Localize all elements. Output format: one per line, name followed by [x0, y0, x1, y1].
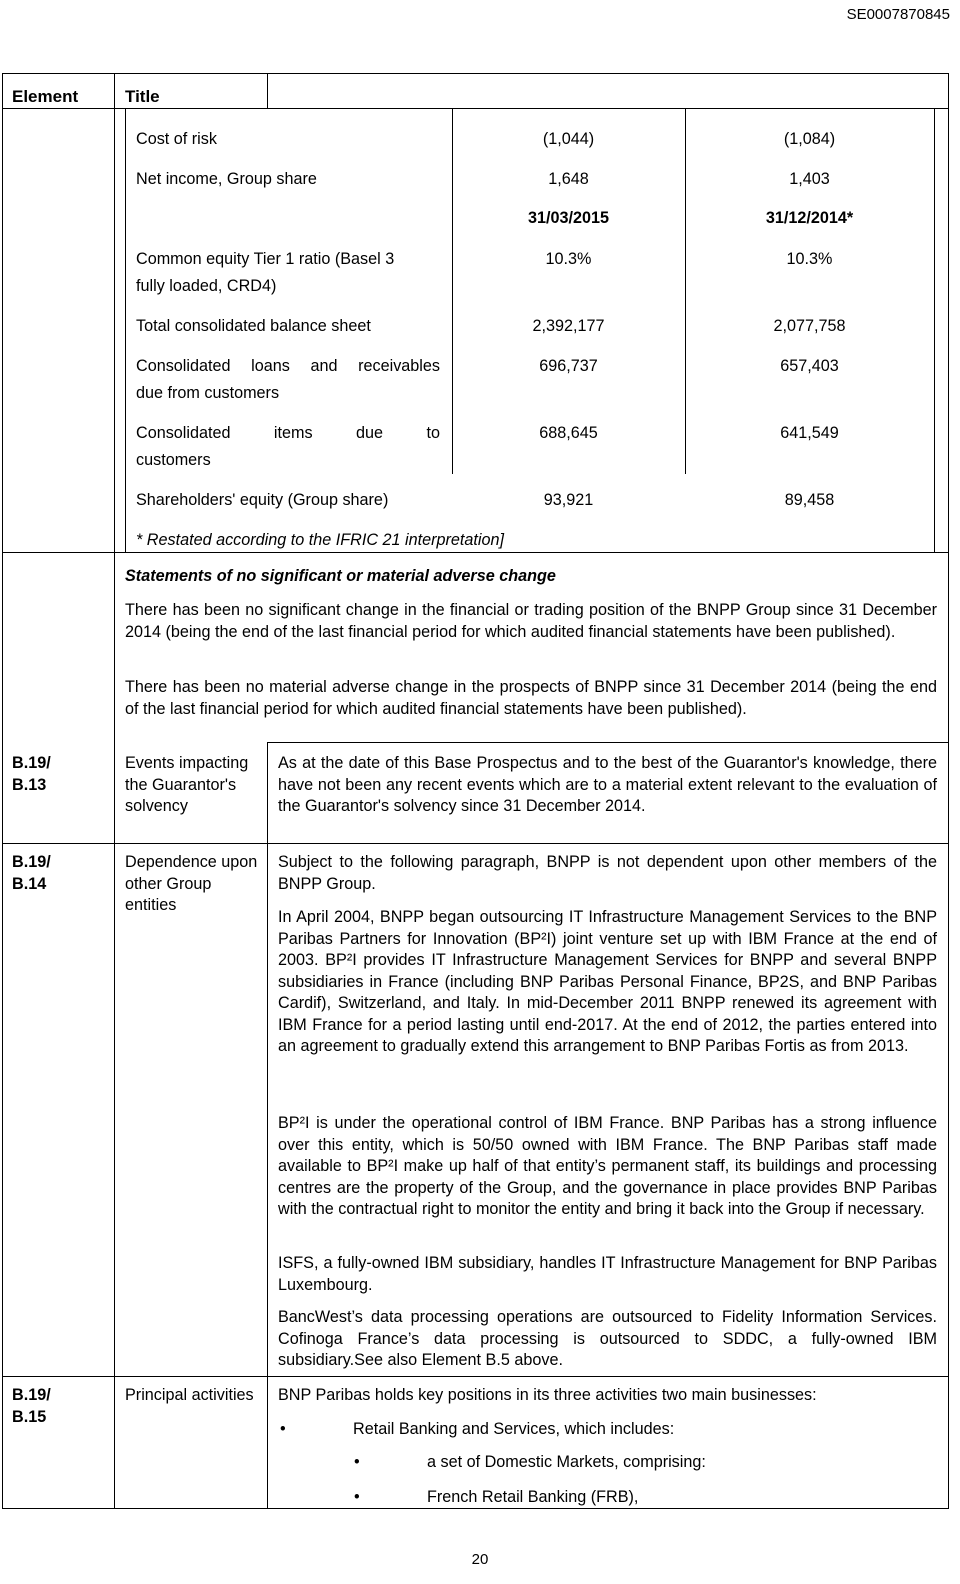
b15-sub-bullet-2-marker: • [354, 1488, 360, 1506]
row-cet1-v2: 10.3% [786, 250, 833, 268]
row-loans-v2: 657,403 [780, 357, 839, 375]
date-col-1: 31/03/2015 [527, 209, 610, 227]
row-items-due-v2: 641,549 [780, 424, 839, 442]
header-title: Title [125, 87, 160, 106]
fin-table-top [125, 108, 934, 109]
b14-paragraph-4: ISFS, a fully-owned IBM subsidiary, handles IT Infrastructure Management for BNP Paribas Luxembourg. [278, 1254, 937, 1294]
no-change-paragraph-1: There has been no significant change in the financial or trading position of the BNPP Group since 31 December 2014 (being the end of the last financial period for which audited financial statements have been published). [125, 601, 937, 641]
b15-title: Principal activities [125, 1386, 254, 1404]
b15-top-border [2, 1376, 948, 1377]
row-loans-label-text: Consolidated loans and receivables [136, 357, 440, 375]
row-items-due-word3: due [356, 424, 384, 442]
fin-table-right [934, 108, 935, 553]
no-change-paragraph-2: There has been no material adverse change in the prospects of BNPP since 31 December 2014 (being the end of the last financial period for which audited financial statements have been published). [125, 678, 937, 718]
row-total-bs-label: Total consolidated balance sheet [136, 317, 371, 335]
row-cost-of-risk-label: Cost of risk [136, 130, 217, 148]
b13-title: Events impacting the Guarantor's solvency [125, 754, 249, 815]
element-column-divider [114, 73, 115, 1509]
table-left-border [2, 73, 3, 1509]
row-cet1-label-line1: Common equity Tier 1 ratio (Basel 3 [136, 250, 395, 268]
header-element: Element [12, 87, 79, 106]
b13-element: B.19/ B.13 [12, 754, 51, 794]
row-cet1-v1: 10.3% [545, 250, 592, 268]
row-loans-label-line1 [136, 353, 440, 380]
row-loans-label-line2: due from customers [136, 384, 280, 402]
b14-element: B.19/ B.14 [12, 853, 51, 893]
b15-sub-bullet-1-marker: • [354, 1453, 360, 1471]
row-equity-v2: 89,458 [784, 491, 835, 509]
b15-sub-bullet-2: French Retail Banking (FRB), [427, 1488, 639, 1506]
row-total-bs-v2: 2,077,758 [773, 317, 846, 335]
row-items-due-label-line2: customers [136, 451, 211, 469]
table-right-border [948, 73, 949, 1509]
b14-paragraph-1: Subject to the following paragraph, BNPP is not dependent upon other members of the BNPP Group. [278, 853, 937, 893]
row-cet1-label-line2: fully loaded, CRD4) [136, 277, 277, 295]
row-loans-v1: 696,737 [539, 357, 598, 375]
row-equity-v1: 93,921 [543, 491, 594, 509]
row-net-income-v2: 1,403 [789, 170, 830, 188]
section-border-no-change-right [934, 552, 948, 553]
fin-table-left [125, 108, 126, 553]
table-top-border [2, 73, 948, 74]
b15-sub-bullet-1: a set of Domestic Markets, comprising: [427, 1453, 706, 1471]
b15-bullet-1-marker: • [280, 1420, 286, 1438]
b15-element: B.19/ B.15 [12, 1386, 51, 1426]
b14-top-border [2, 843, 948, 844]
b15-intro: BNP Paribas holds key positions in its three activities two main businesses: [278, 1386, 817, 1404]
date-col-2: 31/12/2014* [765, 209, 854, 227]
row-cost-of-risk-v2: (1,084) [783, 130, 836, 148]
row-items-due-word4: to [426, 424, 440, 442]
b13-title-divider [267, 742, 268, 1509]
b15-bullet-1: Retail Banking and Services, which includes: [353, 1420, 675, 1438]
row-total-bs-v1: 2,392,177 [532, 317, 605, 335]
b14-title: Dependence upon other Group entities [125, 853, 258, 914]
b14-paragraph-2: In April 2004, BNPP began outsourcing IT Infrastructure Management Services to the BNP Paribas Partners for Innovation (BP²I) joint venture set up with IBM France at the end of 2003. BP²I provides IT Infrastructure Management Services for BNPP and several BNPP subsidiaries in France (including BNP Paribas Personal Finance, BP2S, and BNP Paribas Cardif), Switzerland, and Italy. In mid-December 2011 BNPP renewed its agreement with IBM France for a period lasting until end-2017. At the end of 2012, the parties entered into an agreement to gradually extend this arrangement to BNP Paribas Fortis as from 2013. [278, 908, 937, 1055]
restatement-note: * Restated according to the IFRIC 21 interpretation] [136, 531, 505, 549]
title-column-divider-header [267, 73, 268, 108]
section-border-no-change-top [2, 552, 125, 553]
document-id: SE0007870845 [846, 6, 950, 23]
b14-paragraph-5: BancWest’s data processing operations are outsourced to Fidelity Information Services. Cofinoga France’s data processing is outsourced to SDDC, a fully-owned IBM subsidiary.See also Element B.5 above. [278, 1308, 937, 1369]
row-items-due-label-line1 [136, 420, 440, 447]
b13-top-border [267, 742, 948, 743]
no-change-heading: Statements of no significant or material adverse change [125, 567, 556, 585]
page-number: 20 [471, 1551, 489, 1568]
row-cost-of-risk-v1: (1,044) [542, 130, 595, 148]
row-items-due-word2: items [273, 424, 313, 442]
b13-text: As at the date of this Base Prospectus and to the best of the Guarantor's knowledge, there have not been any recent events which are to a material extent relevant to the evaluation of the Guarantor's solvency since 31 December 2014. [278, 754, 937, 815]
row-net-income-label: Net income, Group share [136, 170, 317, 188]
row-items-due-v1: 688,645 [539, 424, 598, 442]
row-items-due-word1: Consolidated [136, 424, 231, 442]
row-net-income-v1: 1,648 [548, 170, 589, 188]
row-equity-label: Shareholders' equity (Group share) [136, 491, 389, 509]
b14-paragraph-3: BP²I is under the operational control of IBM France. BNP Paribas has a strong influence over this entity, which is 50/50 owned with IBM France. The BNP Paribas staff made available to BP²I make up half of that entity’s permanent staff, its buildings and processing centres are the property of the Group, and the governance in place provides BNP Paribas with the contractual right to monitor the entity and bring it back into the Group if necessary. [278, 1114, 937, 1218]
